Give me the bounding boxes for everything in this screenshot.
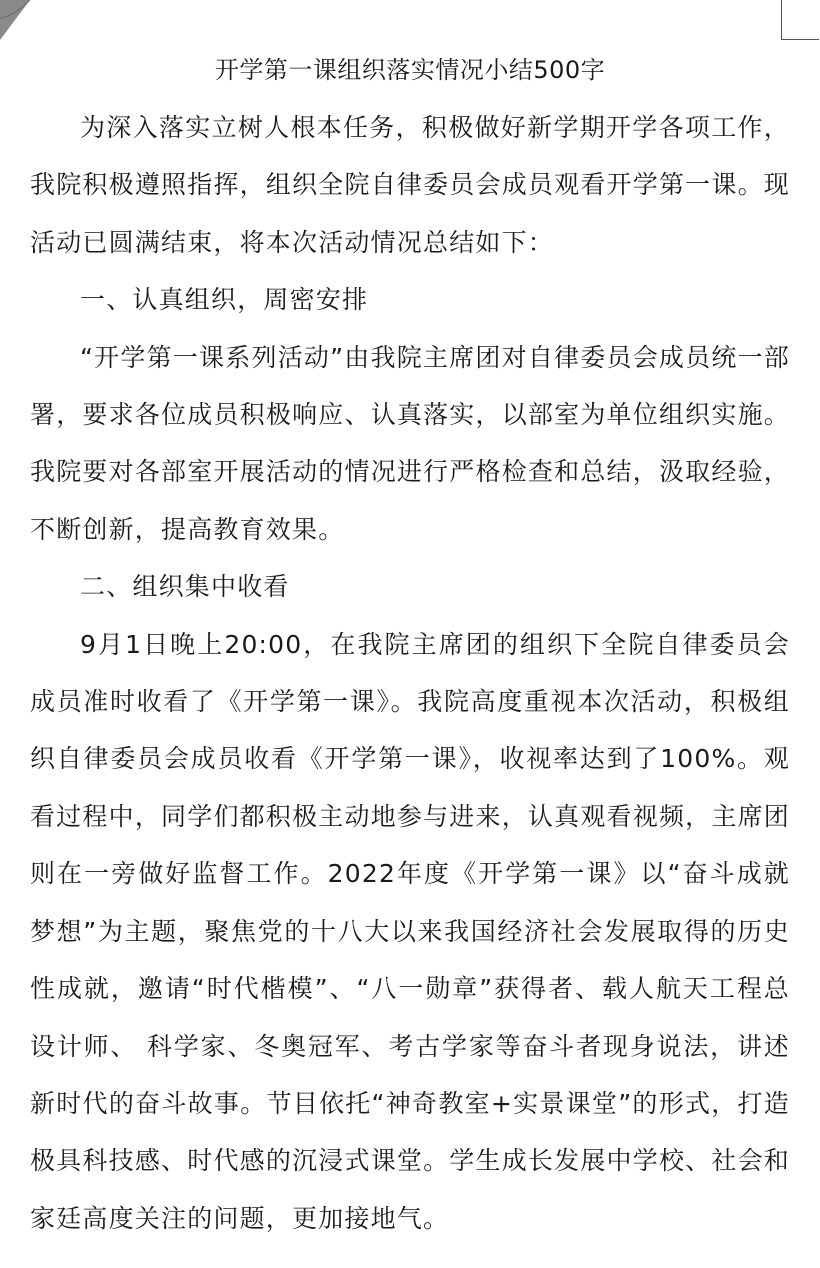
section-heading-1: 一、认真组织，周密安排: [80, 285, 369, 315]
page-corner-mark: [781, 0, 819, 40]
document-title: 开学第一课组织落实情况小结500字: [214, 56, 606, 84]
intro-paragraph: 为深入落实立树人根本任务，积极做好新学期开学各项工作，我院积极遵照指挥，组织全院自律委员会成员观看开学第一课。现活动已圆满结束，将本次活动情况总结如下：: [30, 113, 790, 257]
section-2-paragraph: 9月1日晚上20:00，在我院主席团的组织下全院自律委员会成员准时收看了《开学第一课》。我院高度重视本次活动，积极组织自律委员会成员收看《开学第一课》，收视率达到了100%。观看过程中，同学们都积极主动地参与进来，认真观看视频，主席团则在一旁做好监督工作。2022年度《开学第一课》以“奋斗成就梦想”为主题，聚焦党的十八大以来我国经济社会发展取得的历史性成就，邀请“时代楷模”、“八一勋章”获得者、载人航天工程总设计师、 科学家、冬奥冠军、考古学家等奋斗者现身说法，讲述新时代的奋斗故事。节目依托“神奇教室+实景课堂”的形式，打造极具科技感、时代感的沉浸式课堂。学生成长发展中学校、社会和家廷高度关注的问题，更加接地气。: [30, 629, 790, 1233]
section-1-paragraph: “开学第一课系列活动”由我院主席团对自律委员会成员统一部署，要求各位成员积极响应、认真落实，以部室为单位组织实施。我院要对各部室开展活动的情况进行严格检查和总结，汲取经验，不断创新，提高教育效果。: [30, 342, 790, 544]
document-body: [30, 99, 790, 1247]
section-heading-2: 二、组织集中收看: [80, 572, 290, 602]
page-curl-corner-icon: [0, 0, 30, 40]
